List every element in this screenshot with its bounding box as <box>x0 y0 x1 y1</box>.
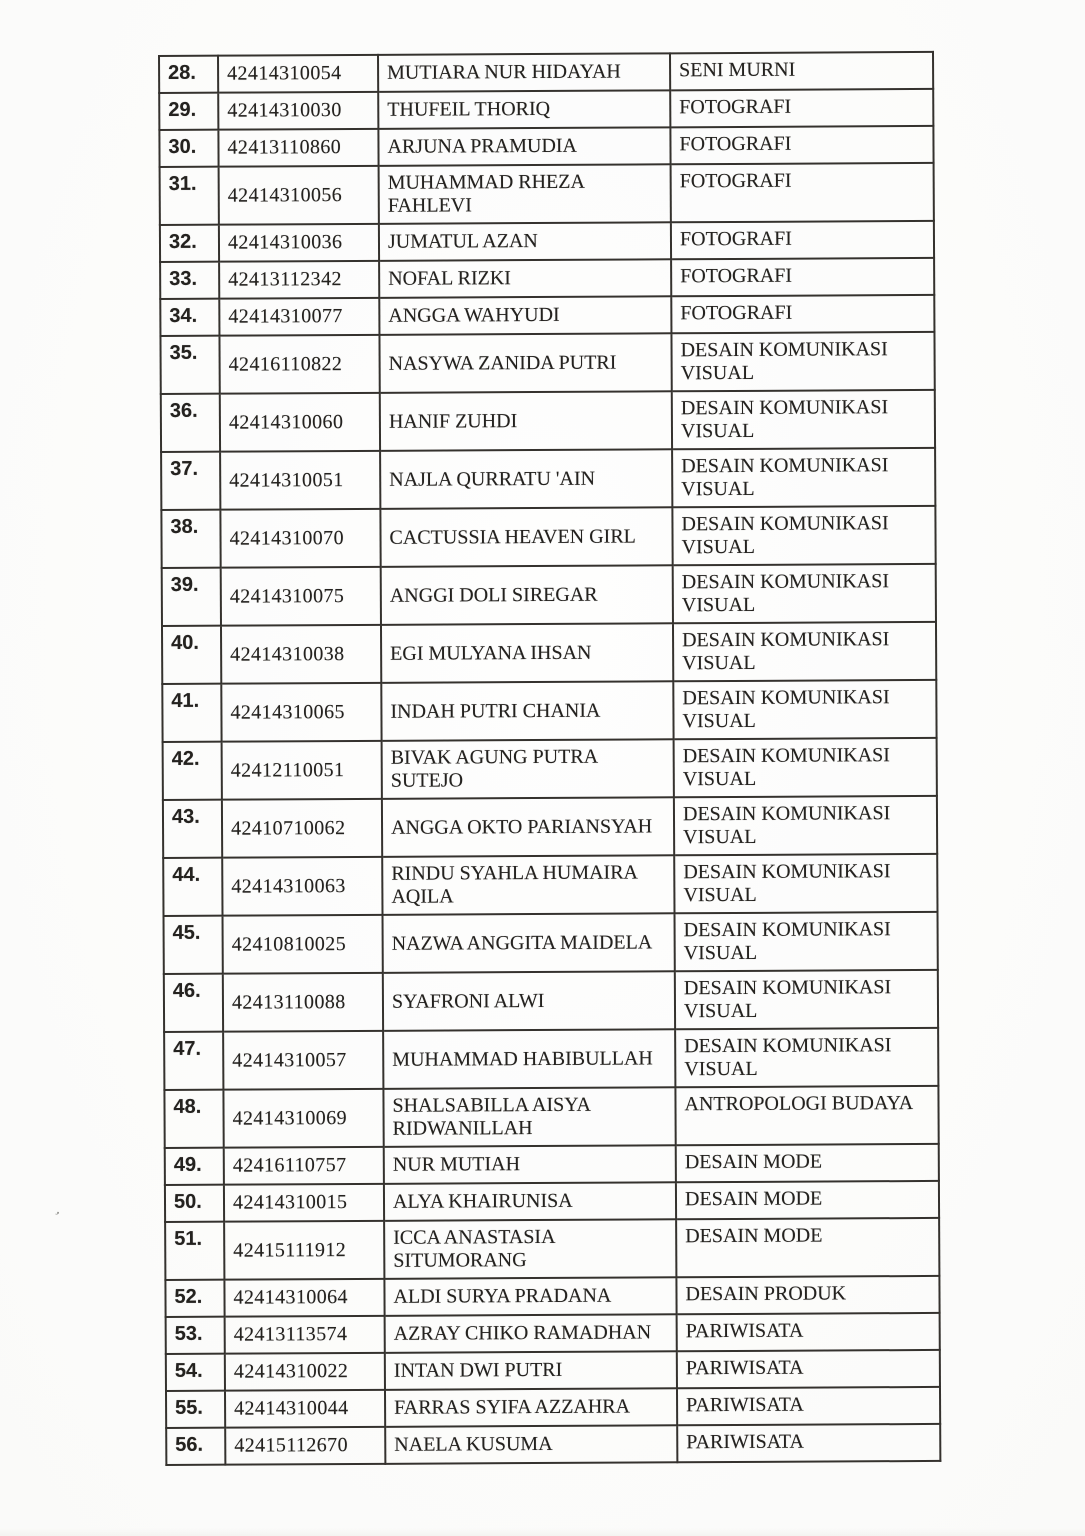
study-program: DESAIN KOMUNIKASI VISUAL <box>673 564 936 623</box>
table-row <box>166 1313 940 1354</box>
student-id: 42414310070 <box>220 509 380 568</box>
scan-edge-shade <box>0 1528 1085 1536</box>
table-row <box>166 1424 940 1465</box>
student-roster-table <box>158 51 941 1466</box>
study-program: DESAIN KOMUNIKASI VISUAL <box>672 448 935 507</box>
student-name: NAJLA QURRATU 'AIN <box>380 449 672 509</box>
row-number: 36. <box>161 394 220 452</box>
study-program: PARIWISATA <box>677 1313 940 1351</box>
scan-artifact-speck: , <box>53 1202 67 1218</box>
row-number: 40. <box>162 626 221 684</box>
student-name: NAZWA ANGGITA MAIDELA <box>383 913 675 973</box>
student-name: RINDU SYAHLA HUMAIRA AQILA <box>382 855 674 915</box>
table-row <box>162 622 936 684</box>
table-row <box>166 1387 940 1428</box>
row-number: 44. <box>163 858 222 916</box>
student-name: NASYWA ZANIDA PUTRI <box>379 333 671 393</box>
student-name: HANIF ZUHDI <box>380 391 672 451</box>
student-id: 42415112670 <box>225 1427 385 1465</box>
row-number: 49. <box>165 1148 224 1185</box>
study-program: FOTOGRAFI <box>671 295 934 333</box>
table-row <box>163 796 937 858</box>
student-name: MUTIARA NUR HIDAYAH <box>378 53 670 92</box>
table-row <box>160 221 934 262</box>
student-id: 42414310057 <box>223 1031 383 1090</box>
student-id: 42415111912 <box>224 1221 384 1280</box>
study-program: PARIWISATA <box>677 1387 940 1425</box>
row-number: 54. <box>166 1354 225 1391</box>
student-name: MUHAMMAD RHEZA FAHLEVI <box>379 164 671 224</box>
study-program: DESAIN KOMUNIKASI VISUAL <box>674 738 937 797</box>
student-name: NUR MUTIAH <box>384 1145 676 1184</box>
student-name: ALDI SURYA PRADANA <box>384 1277 676 1316</box>
student-name: SYAFRONI ALWI <box>383 971 675 1031</box>
student-id: 42410810025 <box>223 915 383 974</box>
study-program: FOTOGRAFI <box>671 163 934 222</box>
student-name: ICCA ANASTASIA SITUMORANG <box>384 1219 676 1279</box>
student-id: 42414310077 <box>219 298 379 336</box>
student-id: 42414310069 <box>223 1089 383 1148</box>
table-row <box>159 89 933 130</box>
student-roster-table-wrapper <box>158 51 939 1466</box>
table-row <box>165 1181 939 1222</box>
student-name: ARJUNA PRAMUDIA <box>378 127 670 166</box>
student-name: INTAN DWI PUTRI <box>385 1351 677 1390</box>
row-number: 47. <box>164 1032 223 1090</box>
study-program: SENI MURNI <box>670 52 933 90</box>
table-row <box>160 258 934 299</box>
table-row <box>164 1086 938 1148</box>
study-program: DESAIN KOMUNIKASI VISUAL <box>674 854 937 913</box>
table-row <box>165 1276 939 1317</box>
study-program: DESAIN MODE <box>676 1144 939 1182</box>
row-number: 48. <box>164 1090 223 1148</box>
table-row <box>159 126 933 167</box>
row-number: 50. <box>165 1185 224 1222</box>
study-program: DESAIN KOMUNIKASI VISUAL <box>673 680 936 739</box>
student-name: EGI MULYANA IHSAN <box>381 623 673 683</box>
student-name: ALYA KHAIRUNISA <box>384 1182 676 1221</box>
table-row <box>160 295 934 336</box>
study-program: DESAIN KOMUNIKASI VISUAL <box>674 796 937 855</box>
study-program: FOTOGRAFI <box>671 221 934 259</box>
study-program: DESAIN KOMUNIKASI VISUAL <box>672 506 935 565</box>
study-program: DESAIN KOMUNIKASI VISUAL <box>671 332 934 391</box>
row-number: 39. <box>162 568 221 626</box>
student-id: 42414310060 <box>220 393 380 452</box>
student-name: NOFAL RIZKI <box>379 259 671 298</box>
table-row <box>162 564 936 626</box>
study-program: DESAIN MODE <box>676 1218 939 1277</box>
row-number: 29. <box>159 93 218 130</box>
study-program: PARIWISATA <box>677 1424 940 1462</box>
row-number: 55. <box>166 1391 225 1428</box>
student-id: 42413110088 <box>223 973 383 1032</box>
study-program: DESAIN KOMUNIKASI VISUAL <box>675 970 938 1029</box>
row-number: 42. <box>163 742 222 800</box>
row-number: 31. <box>160 167 219 225</box>
row-number: 45. <box>164 916 223 974</box>
student-id: 42414310015 <box>224 1184 384 1222</box>
table-row <box>164 1028 938 1090</box>
student-id: 42414310038 <box>221 625 381 684</box>
table-row <box>160 332 934 394</box>
student-name: MUHAMMAD HABIBULLAH <box>383 1029 675 1089</box>
student-id: 42413110860 <box>218 129 378 167</box>
student-name: THUFEIL THORIQ <box>378 90 670 129</box>
student-table-body <box>159 52 940 1465</box>
row-number: 28. <box>159 56 218 93</box>
row-number: 33. <box>160 262 219 299</box>
study-program: ANTROPOLOGI BUDAYA <box>675 1086 938 1145</box>
student-name: SHALSABILLA AISYA RIDWANILLAH <box>383 1087 675 1147</box>
student-name: AZRAY CHIKO RAMADHAN <box>385 1314 677 1353</box>
table-row <box>165 1144 939 1185</box>
study-program: DESAIN KOMUNIKASI VISUAL <box>672 390 935 449</box>
table-row <box>165 1218 939 1280</box>
student-id: 42414310044 <box>225 1390 385 1428</box>
student-id: 42414310075 <box>221 567 381 626</box>
student-name: BIVAK AGUNG PUTRA SUTEJO <box>382 739 674 799</box>
student-id: 42413113574 <box>225 1316 385 1354</box>
student-name: INDAH PUTRI CHANIA <box>381 681 673 741</box>
student-name: NAELA KUSUMA <box>385 1425 677 1464</box>
student-id: 42414310054 <box>218 55 378 93</box>
row-number: 43. <box>163 800 222 858</box>
student-id: 42416110757 <box>224 1147 384 1185</box>
student-id: 42416110822 <box>219 335 379 394</box>
row-number: 30. <box>159 130 218 167</box>
student-id: 42414310065 <box>221 683 381 742</box>
student-id: 42410710062 <box>222 799 382 858</box>
row-number: 56. <box>166 1428 225 1465</box>
student-id: 42414310051 <box>220 451 380 510</box>
row-number: 52. <box>165 1280 224 1317</box>
study-program: DESAIN PRODUK <box>676 1276 939 1314</box>
student-name: JUMATUL AZAN <box>379 222 671 261</box>
student-id: 42413112342 <box>219 261 379 299</box>
table-row <box>159 52 933 93</box>
row-number: 51. <box>165 1222 224 1280</box>
study-program: DESAIN KOMUNIKASI VISUAL <box>673 622 936 681</box>
table-row <box>161 448 935 510</box>
student-id: 42414310022 <box>225 1353 385 1391</box>
study-program: FOTOGRAFI <box>670 126 933 164</box>
student-id: 42414310036 <box>219 224 379 262</box>
row-number: 32. <box>160 225 219 262</box>
study-program: DESAIN KOMUNIKASI VISUAL <box>675 912 938 971</box>
table-row <box>162 680 936 742</box>
table-row <box>161 506 935 568</box>
row-number: 34. <box>160 299 219 336</box>
study-program: DESAIN KOMUNIKASI VISUAL <box>675 1028 938 1087</box>
student-id: 42414310030 <box>218 92 378 130</box>
student-id: 42414310064 <box>224 1279 384 1317</box>
study-program: FOTOGRAFI <box>671 258 934 296</box>
student-name: CACTUSSIA HEAVEN GIRL <box>380 507 672 567</box>
study-program: FOTOGRAFI <box>670 89 933 127</box>
student-name: FARRAS SYIFA AZZAHRA <box>385 1388 677 1427</box>
row-number: 53. <box>166 1317 225 1354</box>
student-name: ANGGA WAHYUDI <box>379 296 671 335</box>
row-number: 38. <box>161 510 220 568</box>
student-id: 42412110051 <box>222 741 382 800</box>
student-name: ANGGA OKTO PARIANSYAH <box>382 797 674 857</box>
row-number: 46. <box>164 974 223 1032</box>
student-id: 42414310056 <box>219 166 379 225</box>
student-id: 42414310063 <box>222 857 382 916</box>
table-row <box>164 912 938 974</box>
row-number: 35. <box>160 336 219 394</box>
table-row <box>163 854 937 916</box>
table-row <box>161 390 935 452</box>
student-name: ANGGI DOLI SIREGAR <box>381 565 673 625</box>
table-row <box>163 738 937 800</box>
study-program: PARIWISATA <box>677 1350 940 1388</box>
row-number: 37. <box>161 452 220 510</box>
table-row <box>166 1350 940 1391</box>
study-program: DESAIN MODE <box>676 1181 939 1219</box>
row-number: 41. <box>162 684 221 742</box>
table-row <box>164 970 938 1032</box>
table-row <box>160 163 934 225</box>
